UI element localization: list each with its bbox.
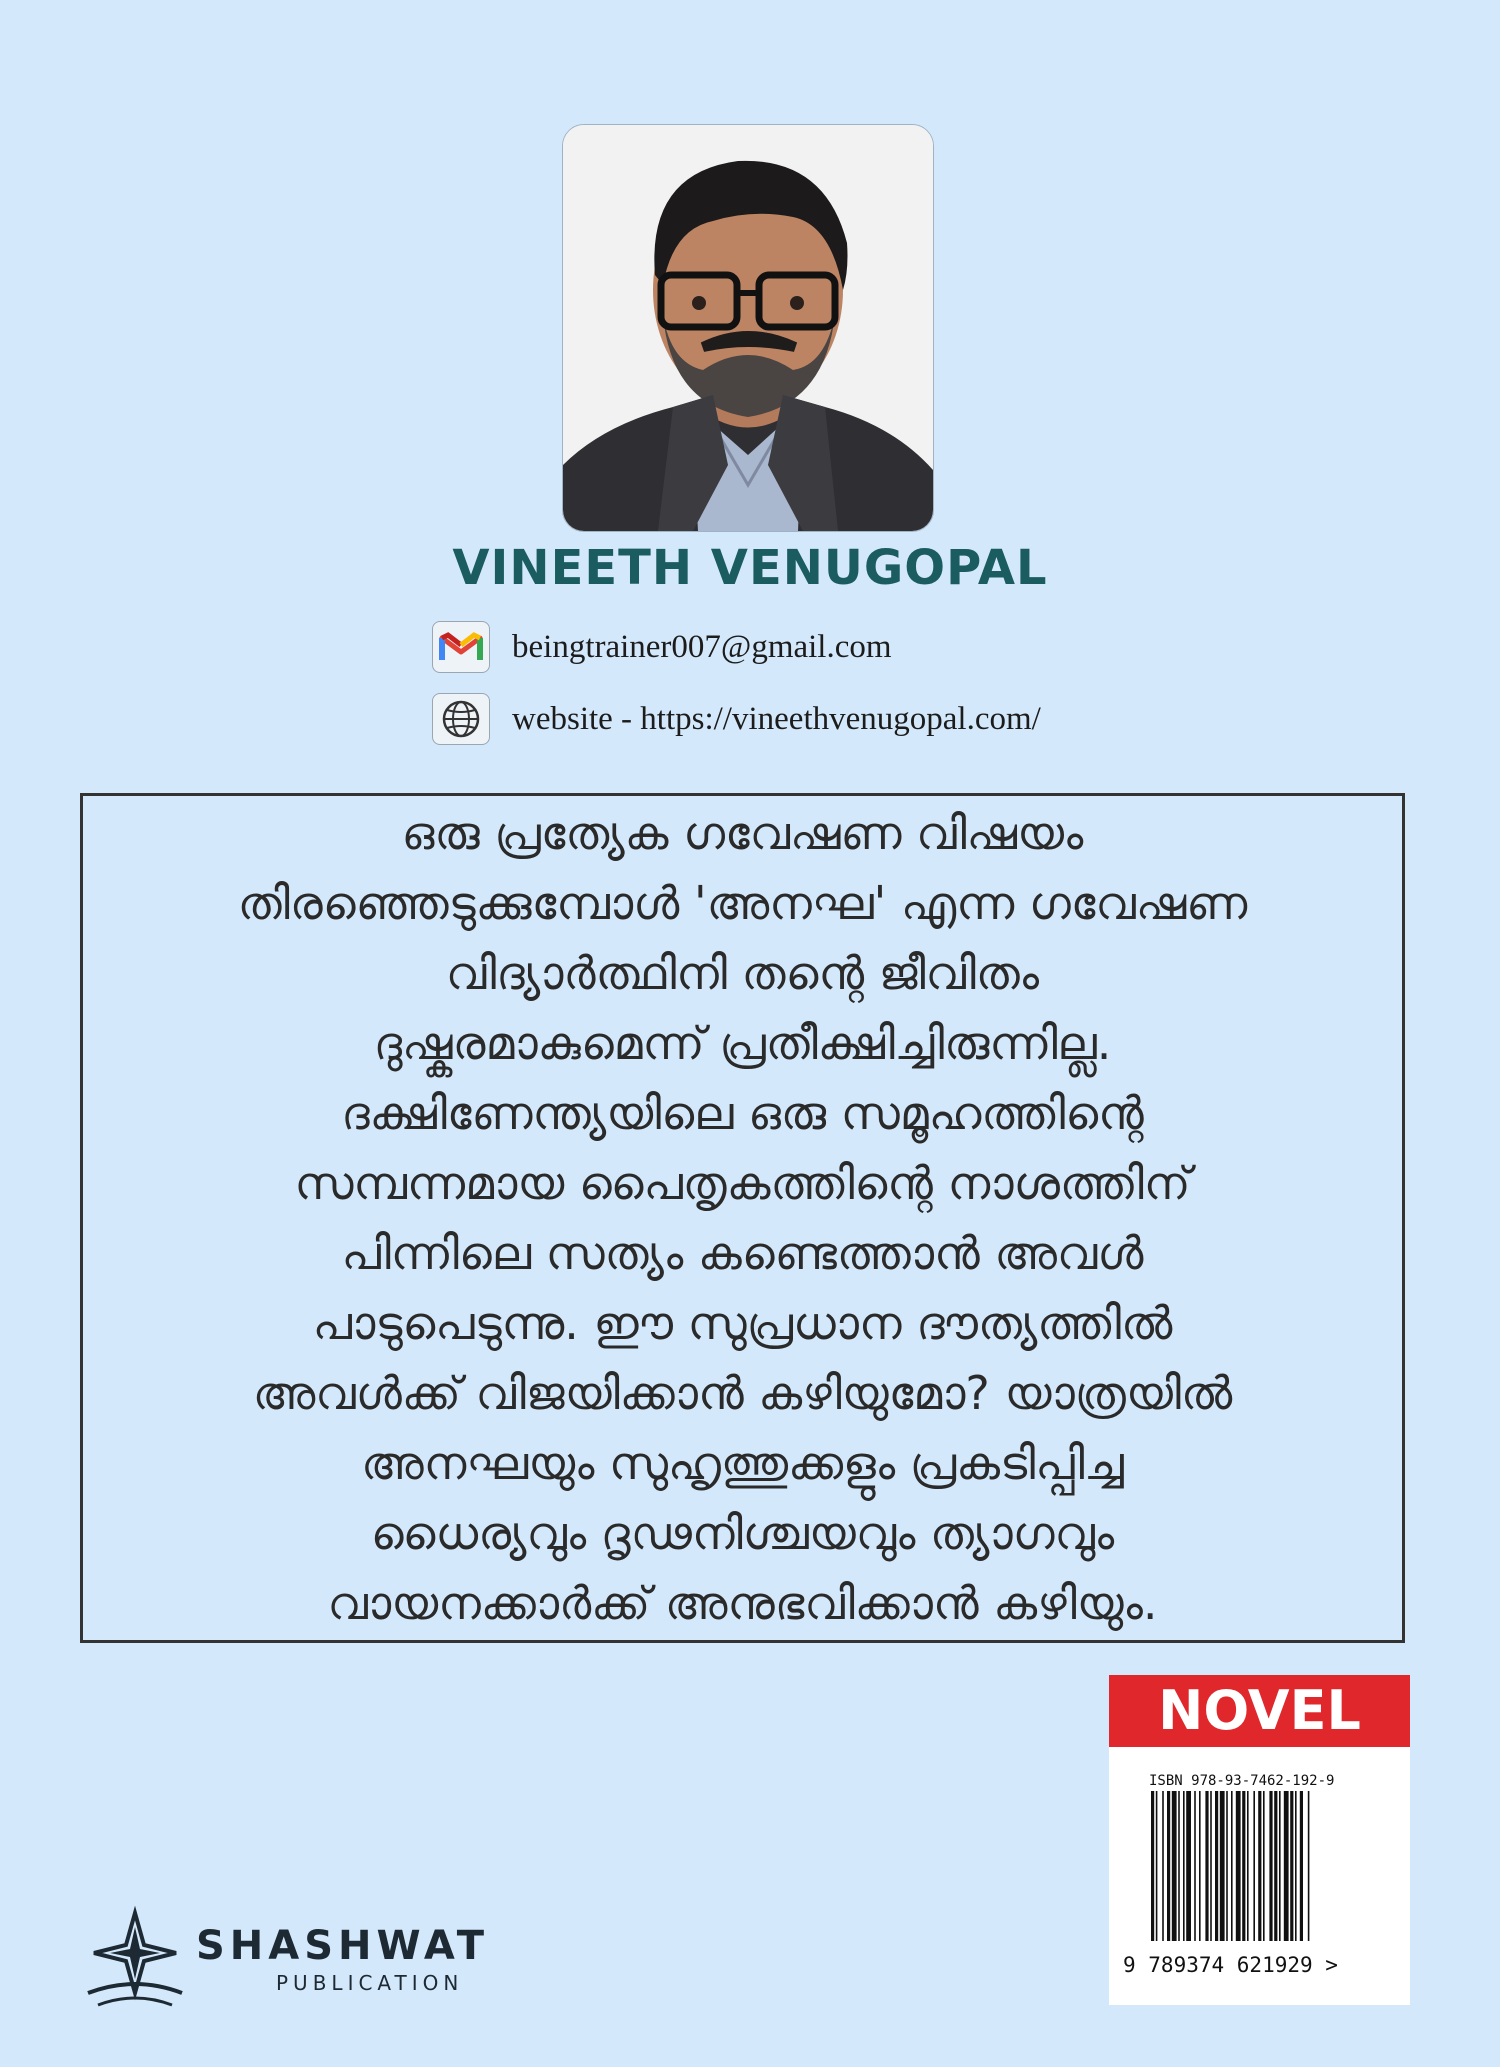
lotus-star-icon <box>80 1905 190 2015</box>
website-row <box>432 692 1041 746</box>
synopsis-line: അനഘയും സുഹൃത്തുക്കളും പ്രകടിപ്പിച്ച <box>361 1436 1124 1490</box>
synopsis-line: അവൾക്ക് വിജയിക്കാൻ കഴിയുമോ? യാത്രയിൽ <box>252 1366 1233 1420</box>
gmail-icon <box>432 621 490 673</box>
email-row <box>432 620 892 674</box>
email-address[interactable]: beingtrainer007@gmail.com <box>512 628 892 665</box>
author-photo <box>562 124 934 532</box>
synopsis-line: പാടുപെടുന്നു. ഈ സുപ്രധാന ദൗത്യത്തിൽ <box>312 1296 1173 1350</box>
website-link[interactable]: website - https://vineethvenugopal.com/ <box>512 700 1041 737</box>
synopsis-line: വായനക്കാർക്ക് അനുഭവിക്കാൻ കഴിയും. <box>327 1576 1158 1630</box>
author-portrait-illustration <box>563 125 933 531</box>
barcode-digits: 9 789374 621929 > <box>1123 1953 1338 1977</box>
synopsis-box <box>80 793 1405 1643</box>
barcode-icon <box>1147 1791 1373 1951</box>
globe-icon <box>432 693 490 745</box>
publisher-logo <box>80 1905 530 2015</box>
synopsis-line: വിദ്യാർത്ഥിനി തന്റെ ജീവിതം <box>445 946 1040 1000</box>
synopsis-line: തിരഞ്ഞെടുക്കുമ്പോൾ 'അനഘ' എന്ന ഗവേഷണ <box>237 876 1248 930</box>
author-name: VINEETH VENUGOPAL <box>452 540 1048 596</box>
synopsis-line: ദുഷ്കരമാകുമെന്ന് പ്രതീക്ഷിച്ചിരുന്നില്ല. <box>373 1016 1112 1070</box>
publisher-name: SHASHWAT <box>196 1923 489 1969</box>
isbn-label: ISBN 978-93-7462-192-9 <box>1149 1773 1335 1789</box>
synopsis-line: ധൈര്യവും ദൃഢനിശ്ചയവും ത്യാഗവും <box>370 1506 1115 1560</box>
genre-tag: NOVEL <box>1109 1675 1410 1747</box>
synopsis-line: സമ്പന്നമായ പൈതൃകത്തിന്റെ നാശത്തിന് <box>294 1156 1191 1210</box>
synopsis-line: ദക്ഷിണേന്ത്യയിലെ ഒരു സമൂഹത്തിന്റെ <box>341 1086 1144 1140</box>
synopsis-line: പിന്നിലെ സത്യം കണ്ടെത്താൻ അവൾ <box>341 1226 1144 1280</box>
genre-barcode-panel <box>1109 1675 1410 2005</box>
publisher-subtitle: PUBLICATION <box>276 1971 464 1995</box>
synopsis-line: ഒരു പ്രത്യേക ഗവേഷണ വിഷയം <box>401 806 1084 860</box>
